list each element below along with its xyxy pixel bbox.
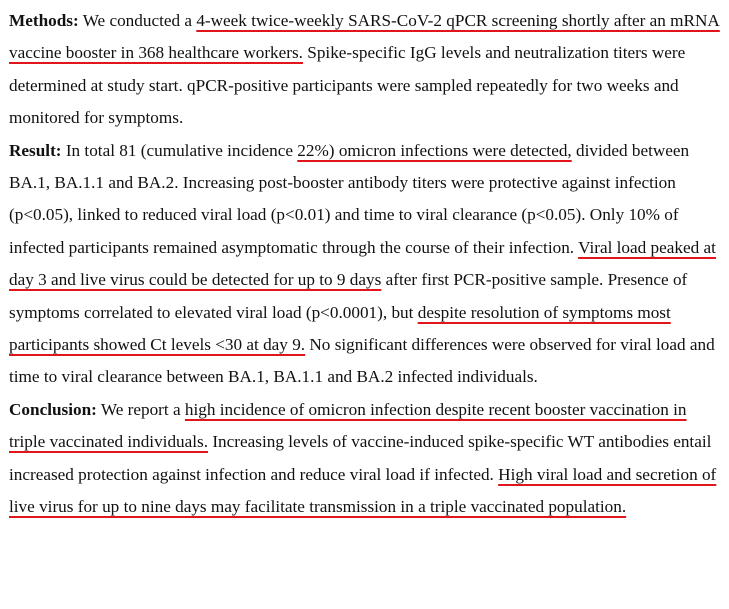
conclusion-highlight-2: High viral load and secretion of live virus for up to nine days may facilitate transmission in a triple vaccinated population. [9, 464, 717, 517]
conclusion-text-2: Increasing levels of vaccine-induced spike-specific WT antibodies entail increased protection against infection and reduce viral load if infected. [9, 432, 712, 484]
result-label: Result: [9, 140, 62, 160]
conclusion-label: Conclusion: [9, 399, 97, 419]
result-paragraph [9, 135, 725, 394]
result-text-2: divided between BA.1, BA.1.1 and BA.2. Increasing post-booster antibody titers were protective against infection (p<0.05), linked to reduced viral load (p<0.01) and time to viral clearance (p<0.05). Only 10% of infected participants remained asymptomatic through the course of their infection. [9, 140, 690, 257]
methods-paragraph [9, 5, 725, 135]
result-highlight-3: despite resolution of symptoms most participants showed Ct levels <30 at day 9. [9, 302, 671, 355]
conclusion-paragraph [9, 394, 725, 524]
abstract-text [9, 5, 725, 524]
conclusion-text-1: We report a [96, 399, 185, 419]
result-text-1: In total 81 (cumulative incidence [61, 140, 298, 160]
methods-highlight-1: 4-week twice-weekly SARS-CoV-2 qPCR screening shortly after an mRNA vaccine booster in 368 healthcare workers. [9, 11, 720, 63]
result-text-3: after first PCR-positive sample. Presence of symptoms correlated to elevated viral load (p<0.0001), but [9, 270, 688, 322]
methods-text-2: Spike-specific IgG levels and neutralization titers were determined at study start. qPCR-positive participants were sampled repeatedly for two weeks and monitored for symptoms. [9, 43, 686, 128]
result-highlight-2: Viral load peaked at day 3 and live virus could be detected for up to 9 days [9, 237, 716, 290]
result-highlight-1: 22%) omicron infections were detected, [297, 140, 572, 160]
methods-label: Methods: [9, 11, 79, 30]
methods-text-1: We conducted a [78, 11, 197, 30]
result-text-4: No significant differences were observed for viral load and time to viral clearance between BA.1, BA.1.1 and BA.2 infected individuals. [9, 335, 715, 387]
conclusion-highlight-1: high incidence of omicron infection despite recent booster vaccination in triple vaccinated individuals. [9, 399, 687, 452]
